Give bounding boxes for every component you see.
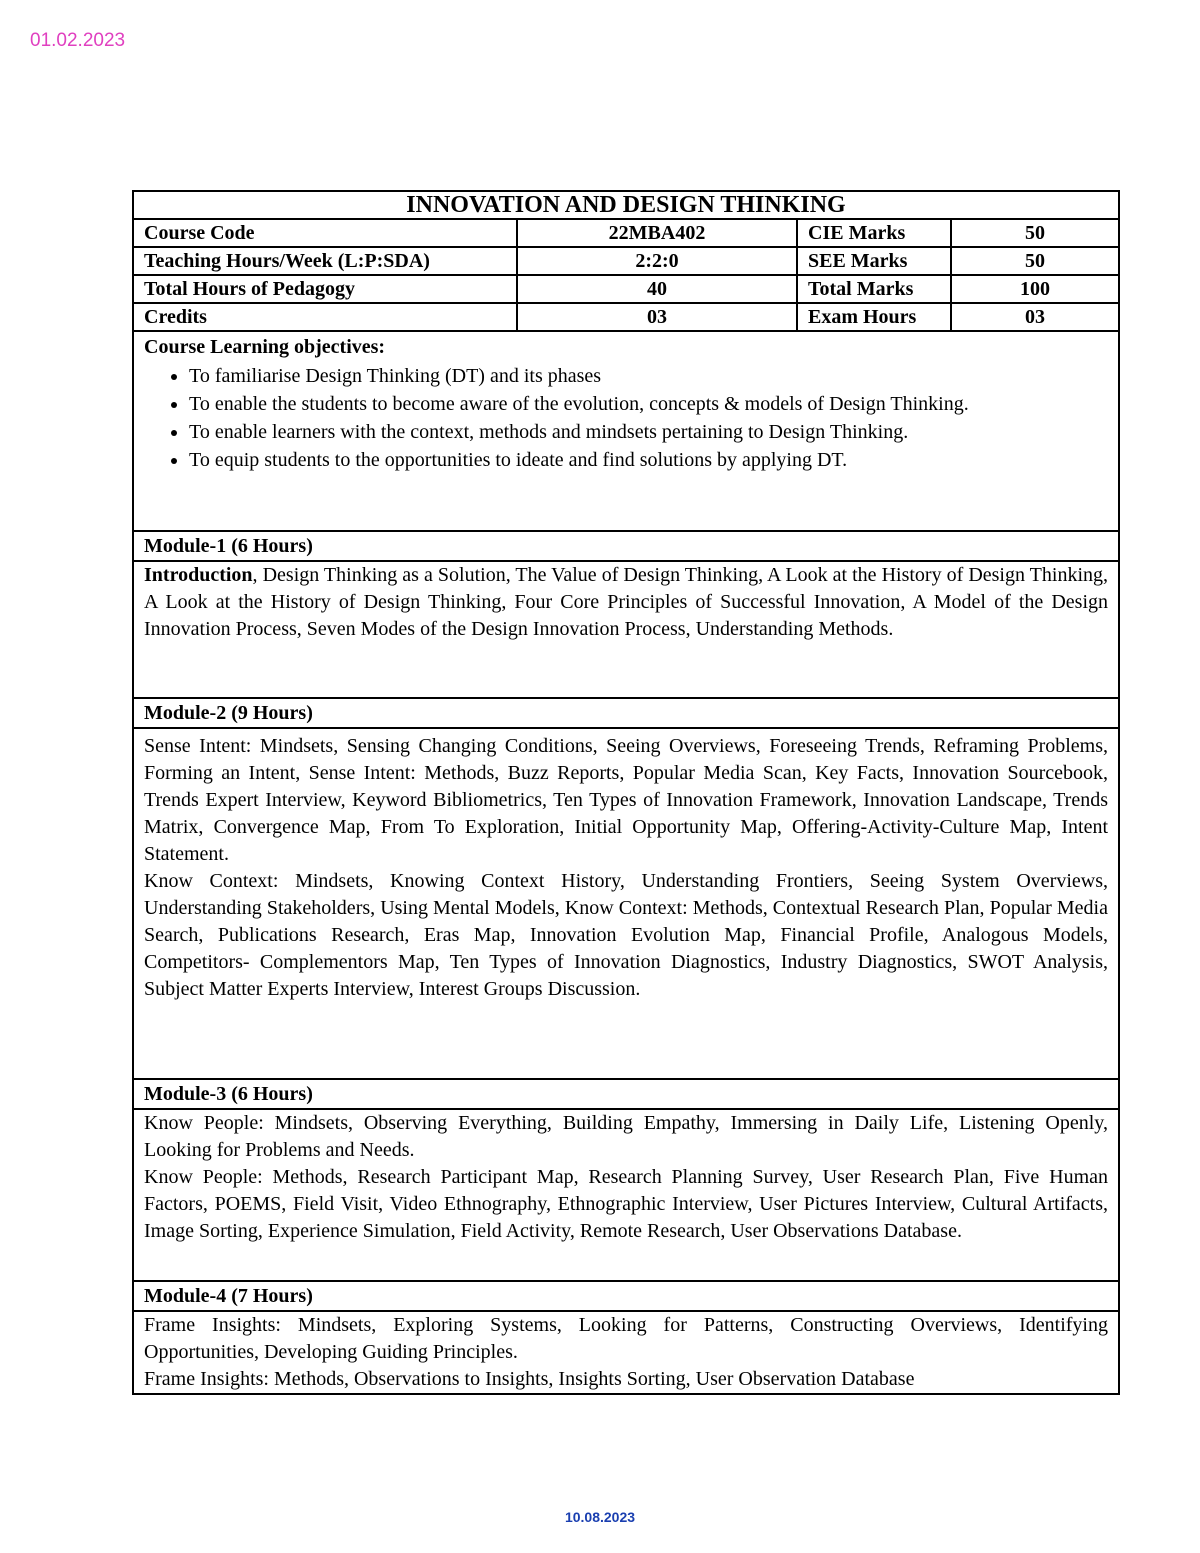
module-2-title: Module-2 (9 Hours)	[133, 698, 1119, 728]
date-stamp-top: 01.02.2023	[30, 30, 126, 51]
info-value: 50	[951, 219, 1119, 247]
objective-item: • To familiarise Design Thinking (DT) and its phases	[189, 362, 1108, 390]
objective-item: • To enable learners with the context, methods and mindsets pertaining to Design Thinking.	[189, 418, 1108, 446]
module-2-content	[133, 728, 1119, 1079]
objectives-section	[133, 331, 1119, 531]
info-label: CIE Marks	[797, 219, 951, 247]
module-3-paragraph: Know People: Mindsets, Observing Everything, Building Empathy, Immersing in Daily Life, Listening Openly, Looking for Problems and Needs.	[144, 1112, 1108, 1161]
info-label: Credits	[133, 303, 517, 331]
info-value: 50	[951, 247, 1119, 275]
info-label: SEE Marks	[797, 247, 951, 275]
module-4-title: Module-4 (7 Hours)	[133, 1281, 1119, 1311]
info-label: Total Hours of Pedagogy	[133, 275, 517, 303]
module-1-paragraph	[144, 562, 1108, 643]
objectives-list	[144, 362, 1108, 474]
info-row	[133, 275, 1119, 303]
module-1-text: , Design Thinking as a Solution, The Value of Design Thinking, A Look at the History of Design Thinking, A Look at the History of Design Thinking, Four Core Principles of Successful Innovation, A Model of the Design Innovation Process, Seven Modes of the Design Innovation Process, Understanding Methods.	[144, 564, 1108, 640]
module-4-paragraph: Frame Insights: Methods, Observations to Insights, Insights Sorting, User Observation Database	[144, 1368, 915, 1390]
course-title: INNOVATION AND DESIGN THINKING	[133, 191, 1119, 219]
info-value: 22MBA402	[517, 219, 797, 247]
info-label: Exam Hours	[797, 303, 951, 331]
info-value: 03	[951, 303, 1119, 331]
info-value: 40	[517, 275, 797, 303]
info-row	[133, 303, 1119, 331]
info-row	[133, 219, 1119, 247]
info-value: 100	[951, 275, 1119, 303]
module-4-paragraph: Frame Insights: Mindsets, Exploring Systems, Looking for Patterns, Constructing Overviews, Identifying Opportunities, Developing Guiding Principles.	[144, 1314, 1108, 1363]
info-value: 2:2:0	[517, 247, 797, 275]
date-stamp-bottom: 10.08.2023	[564, 1509, 636, 1525]
info-value: 03	[517, 303, 797, 331]
objective-item: • To enable the students to become aware of the evolution, concepts & models of Design Thinking.	[189, 390, 1108, 418]
objective-item: • To equip students to the opportunities to ideate and find solutions by applying DT.	[189, 446, 1108, 474]
module-3-title: Module-3 (6 Hours)	[133, 1079, 1119, 1109]
module-4-content	[133, 1311, 1119, 1394]
objectives-heading: Course Learning objectives:	[144, 336, 386, 358]
info-label: Teaching Hours/Week (L:P:SDA)	[133, 247, 517, 275]
info-row	[133, 247, 1119, 275]
syllabus-table	[132, 190, 1120, 1395]
module-2-paragraph: Know Context: Mindsets, Knowing Context History, Understanding Frontiers, Seeing System Overviews, Understanding Stakeholders, Using Mental Models, Know Context: Methods, Contextual Research Plan, Popular Media Search, Publications Research, Eras Map, Innovation Evolution Map, Financial Profile, Analogous Models, Competitors- Complementors Map, Ten Types of Innovation Diagnostics, Industry Diagnostics, SWOT Analysis, Subject Matter Experts Interview, Interest Groups Discussion.	[144, 870, 1108, 1000]
module-3-content	[133, 1109, 1119, 1281]
module-1-lead: Introduction	[144, 564, 253, 586]
module-1-title: Module-1 (6 Hours)	[133, 531, 1119, 561]
module-3-paragraph: Know People: Methods, Research Participant Map, Research Planning Survey, User Research Plan, Five Human Factors, POEMS, Field Visit, Video Ethnography, Ethnographic Interview, User Pictures Interview, Cultural Artifacts, Image Sorting, Experience Simulation, Field Activity, Remote Research, User Observations Database.	[144, 1166, 1108, 1242]
module-2-paragraph: Sense Intent: Mindsets, Sensing Changing Conditions, Seeing Overviews, Foreseeing Trends, Reframing Problems, Forming an Intent, Sense Intent: Methods, Buzz Reports, Popular Media Scan, Key Facts, Innovation Sourcebook, Trends Expert Interview, Keyword Bibliometrics, Ten Types of Innovation Framework, Innovation Landscape, Trends Matrix, Convergence Map, From To Exploration, Initial Opportunity Map, Offering-Activity-Culture Map, Intent Statement.	[144, 735, 1108, 865]
info-label: Total Marks	[797, 275, 951, 303]
module-1-content	[133, 561, 1119, 698]
info-label: Course Code	[133, 219, 517, 247]
